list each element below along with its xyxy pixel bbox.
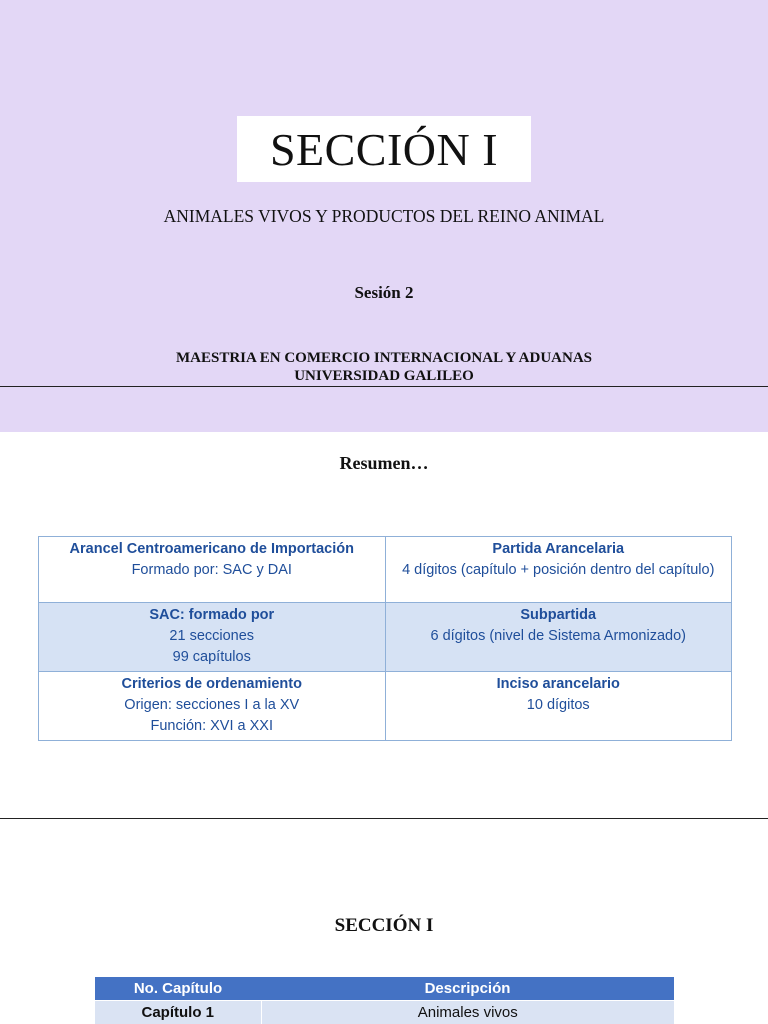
divider-line — [0, 818, 768, 819]
cell-text: 99 capítulos — [172, 649, 251, 665]
section-title: SECCIÓN I — [269, 123, 499, 175]
cell-text: Origen: secciones I a la XV — [124, 697, 300, 713]
column-header: Descripción — [261, 977, 674, 1001]
column-header: No. Capítulo — [95, 977, 261, 1001]
cell-heading: SAC: formado por — [149, 607, 275, 623]
table-row — [95, 1001, 674, 1024]
cell-heading: Criterios de ordenamiento — [121, 676, 302, 692]
session-label: Sesión 2 — [354, 283, 414, 302]
summary-cell — [39, 537, 386, 603]
section-subtitle: ANIMALES VIVOS Y PRODUCTOS DEL REINO ANIMAL — [163, 206, 605, 226]
cell-heading: Arancel Centroamericano de Importación — [69, 541, 354, 557]
program-info — [0, 349, 768, 385]
section-title: SECCIÓN I — [334, 915, 434, 936]
table-row — [39, 603, 732, 672]
summary-cell — [385, 672, 732, 741]
cell-text: 6 dígitos (nivel de Sistema Armonizado) — [430, 628, 686, 644]
cell-text: 4 dígitos (capítulo + posición dentro del capítulo) — [402, 562, 715, 578]
university-name: UNIVERSIDAD GALILEO — [294, 368, 474, 384]
divider-line — [0, 386, 768, 387]
cell-text: 21 secciones — [169, 628, 255, 644]
chapter-description: Animales vivos — [261, 1001, 674, 1024]
summary-cell — [385, 603, 732, 672]
summary-table — [38, 536, 732, 741]
cell-text: 10 dígitos — [526, 697, 590, 713]
title-slide — [0, 0, 768, 432]
table-header-row — [95, 977, 674, 1001]
program-name: MAESTRIA EN COMERCIO INTERNACIONAL Y ADUANAS — [175, 350, 593, 366]
summary-title: Resumen… — [339, 453, 429, 473]
cell-heading: Inciso arancelario — [496, 676, 620, 692]
chapter-number: Capítulo 1 — [95, 1001, 261, 1024]
cell-heading: Partida Arancelaria — [492, 541, 625, 557]
table-row — [39, 537, 732, 603]
cell-text: Formado por: SAC y DAI — [131, 562, 292, 578]
chapters-table — [95, 977, 674, 1024]
summary-cell — [39, 672, 386, 741]
summary-cell — [39, 603, 386, 672]
title-box — [237, 116, 531, 182]
cell-heading: Subpartida — [520, 607, 597, 623]
summary-cell — [385, 537, 732, 603]
table-row — [39, 672, 732, 741]
cell-text: Función: XVI a XXI — [150, 718, 273, 734]
